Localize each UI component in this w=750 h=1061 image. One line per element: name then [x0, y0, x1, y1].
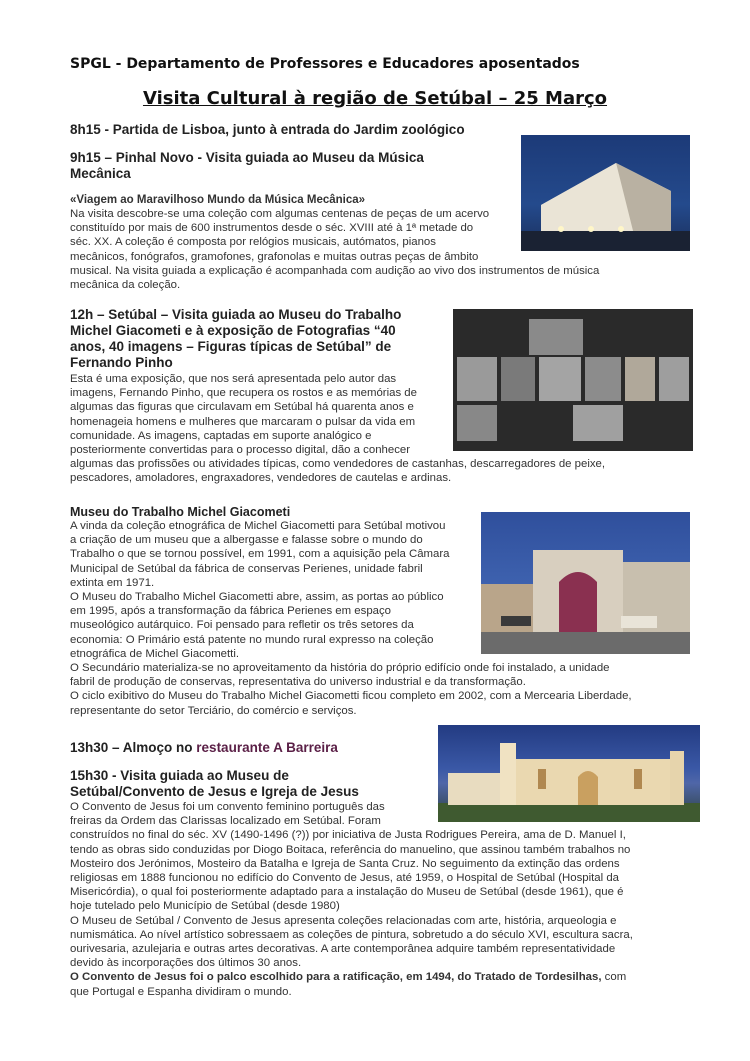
restaurant-name: restaurante A Barreira [196, 740, 338, 755]
exhibition-text: Esta é uma exposição, que nos será apresentada pelo autor das imagens, Fernando Pinho, que recupera os rostos e as memórias de algumas das figuras que circulavam em Setúbal há quarenta anos e homenageia homens e mulheres que marcaram o pulsar da vida em comunidade. As imagens, captadas em suporte analógico e posteriormente convertidas para o processo digital, dão a conhecer algumas das profissões ou atividades típicas, como vendedores de castanhas, descarregadores de peixe, pescadores, amoladores, engraxadores, vendedores de cautelas e ardinas. [70, 373, 606, 485]
organization-name: SPGL - Departamento de Professores e Educadores aposentados [70, 56, 580, 72]
music-museum-subtitle: «Viagem ao Maravilhoso Mundo da Música Mecânica» [70, 194, 366, 206]
music-museum-photo [521, 135, 690, 251]
work-museum-heading: 12h – Setúbal – Visita guiada ao Museu do Trabalho Michel Giacometi e à exposição de Fotografias “40 anos, 40 imagens – Figuras típicas de Setúbal” de Fernando Pinho [70, 307, 402, 370]
exhibition-photo [453, 309, 693, 451]
convent-text: O Convento de Jesus foi um convento feminino português das freiras da Ordem das Clarissas localizado em Setúbal. Foram construídos no final do séc. XV (1490-1496 (?)) por iniciativa de Justa Rodrigues Pereira, ama de D. Manuel I, tendo as obras sido conduzidas por Diogo Boitaca, referência do manuelino, que assinou também trabalhos no Mosteiro dos Jerónimos, Mosteiro da Batalha e Igreja de Santa Cruz. No seguimento da extinção das ordens religiosas em 1888 funcionou no edifício do Convento de Jesus, até 1959, o Hospital de Setúbal (Hospital da Misericórdia), o qual foi posteriormente adaptado para a instalação do Museu de Setúbal (desde 1961), que é hoje tutelado pelo Município de Setúbal (desde 1980) O Museu de Setúbal / Convento de Jesus apresenta coleções relacionadas com arte, história, arqueologia e numismática. Ao nível artístico sobressaem as coleções de pintura, sobretudo a do século XVI, escultura sacra, ourivesaria, azulejaria e outras artes decorativas. A arte contemporânea adquire também representatividade devido às incorporações dos últimos 30 anos. O Convento de Jesus foi o palco escolhido para a ratificação, em 1494, do Tratado de Tordesilhas, com que Portugal e Espanha dividiram o mundo. [70, 801, 633, 998]
giacometti-museum-heading: Museu do Trabalho Michel Giacometi [70, 505, 291, 519]
convent-heading: 15h30 - Visita guiada ao Museu de Setúbal/Convento de Jesus e Igreja de Jesus [70, 768, 359, 799]
giacometti-museum-photo [481, 512, 690, 654]
page-title: Visita Cultural à região de Setúbal – 25 Março [142, 88, 608, 109]
music-museum-text: Na visita descobre-se uma coleção com algumas centenas de peças de um acervo constituído por mais de 600 instrumentos desde o séc. XVIII até à 1ª metade do séc. XX. A coleção é composta por relógios musicais, autómatos, pianos mecânicos, fonógrafos, gramofones, grafonolas e muitas outras peças de âmbito musical. Na visita guiada a explicação é acompanhada com audição ao vivo dos instrumentos de música mecânica da coleção. [70, 208, 600, 292]
giacometti-museum-text: A vinda da coleção etnográfica de Michel Giacometti para Setúbal motivou a criação de um museu que a albergasse e falasse sobre o mundo do Trabalho o que se tornou possível, em 1991, com a aquisição pela Câmara Municipal de Setúbal da fábrica de conservas Perienes, unidade fabril extinta em 1971. O Museu do Trabalho Michel Giacometti abre, assim, as portas ao público em 1995, após a transformação da fábrica Perienes em espaço museológico autárquico. Foi pensado para refletir os três setores da economia: O Primário está patente no mundo rural expresso na coleção etnográfica de Michel Giacometti. O Secundário materializa-se no aproveitamento da história do próprio edifício onde foi instalado, a unidade fabril de produção de conservas, representativa do universo industrial e da transformação. O ciclo exibitivo do Museu do Trabalho Michel Giacometti ficou completo em 2002, com a Mercearia Liberdade, representante do setor Terciário, do comércio e serviços. [70, 520, 632, 717]
tordesilhas-statement: O Convento de Jesus foi o palco escolhido para a ratificação, em 1494, do Tratado de Tordesilhas, [70, 971, 602, 984]
music-museum-heading: 9h15 – Pinhal Novo - Visita guiada ao Museu da Música Mecânica [70, 150, 424, 181]
lunch-heading: 13h30 – Almoço no restaurante A Barreira [70, 740, 338, 755]
convent-photo [438, 725, 700, 822]
departure-heading: 8h15 - Partida de Lisboa, junto à entrada do Jardim zoológico [70, 122, 465, 137]
